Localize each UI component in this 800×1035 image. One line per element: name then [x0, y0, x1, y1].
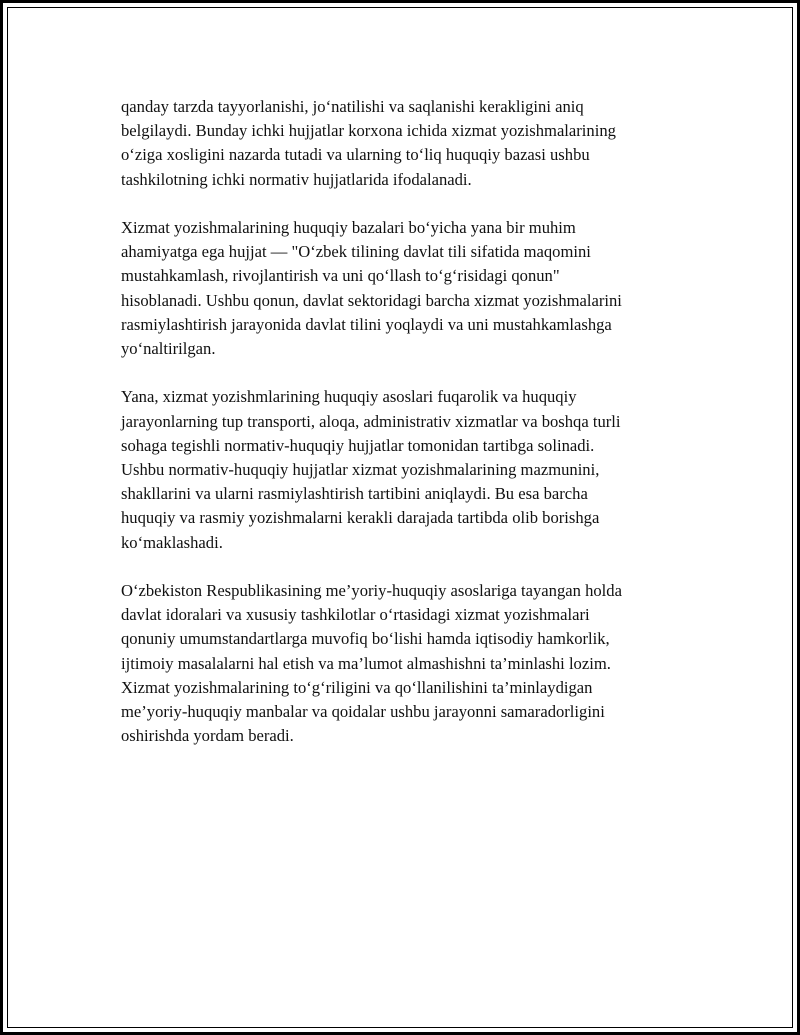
text-line: o‘ziga xosligini nazarda tutadi va ularning to‘liq huquqiy bazasi ushbu — [121, 145, 590, 165]
text-line: hisoblanadi. Ushbu qonun, davlat sektoridagi barcha xizmat yozishmalarini — [121, 290, 622, 310]
text-line: Xizmat yozishmalarining huquqiy bazalari bo‘yicha yana bir muhim — [121, 218, 576, 237]
text-line: shakllarini va ularni rasmiylashtirish tartibini aniqlaydi. Bu esa barcha — [121, 484, 588, 504]
text-line: yo‘naltirilgan. — [121, 339, 216, 359]
paragraph-2 — [121, 216, 691, 361]
document-body — [121, 95, 691, 773]
text-line: me’yoriy-huquqiy manbalar va qoidalar ushbu jarayonni samaradorligini — [121, 702, 605, 722]
paragraph-3 — [121, 385, 691, 554]
text-line: sohaga tegishli normativ-huquqiy hujjatlar tomonidan tartibga solinadi. — [121, 435, 595, 455]
text-line: O‘zbekiston Respublikasining me’yoriy-huquqiy asoslariga tayangan holda — [121, 581, 622, 601]
text-line: Xizmat yozishmalarining to‘g‘riligini va qo‘llanilishini ta’minlaydigan — [121, 677, 593, 697]
text-line: tashkilotning ichki normativ hujjatlarida ifodalanadi. — [121, 169, 472, 189]
text-line: qanday tarzda tayyorlanishi, jo‘natilishi va saqlanishi kerakligini aniq — [121, 97, 584, 116]
text-line: rasmiylashtirish jarayonida davlat tilini yoqlaydi va uni mustahkamlashga — [121, 314, 612, 334]
text-line: oshirishda yordam beradi. — [121, 726, 294, 746]
text-line: jarayonlarning tup transporti, aloqa, administrativ xizmatlar va boshqa turli — [121, 411, 621, 431]
text-line: qonuniy umumstandartlarga muvofiq bo‘lishi hamda iqtisodiy hamkorlik, — [121, 629, 610, 649]
text-line: ahamiyatga ega hujjat — "O‘zbek tilining davlat tili sifatida maqomini — [121, 242, 591, 262]
text-line: mustahkamlash, rivojlantirish va uni qo‘llash to‘g‘risidagi qonun" — [121, 266, 560, 286]
text-line: Ushbu normativ-huquqiy hujjatlar xizmat yozishmalarining mazmunini, — [121, 460, 600, 480]
text-line: huquqiy va rasmiy yozishmalarni kerakli darajada tartibda olib borishga — [121, 508, 600, 528]
paragraph-4 — [121, 579, 691, 748]
text-line: belgilaydi. Bunday ichki hujjatlar korxona ichida xizmat yozishmalarining — [121, 121, 616, 141]
text-line: ko‘maklashadi. — [121, 532, 223, 552]
text-line: davlat idoralari va xususiy tashkilotlar o‘rtasidagi xizmat yozishmalari — [121, 605, 590, 625]
text-line: ijtimoiy masalalarni hal etish va ma’lumot almashishni ta’minlashi lozim. — [121, 653, 611, 673]
text-line: Yana, xizmat yozishmlarining huquqiy asoslari fuqarolik va huquqiy — [121, 387, 577, 407]
paragraph-1 — [121, 95, 691, 192]
